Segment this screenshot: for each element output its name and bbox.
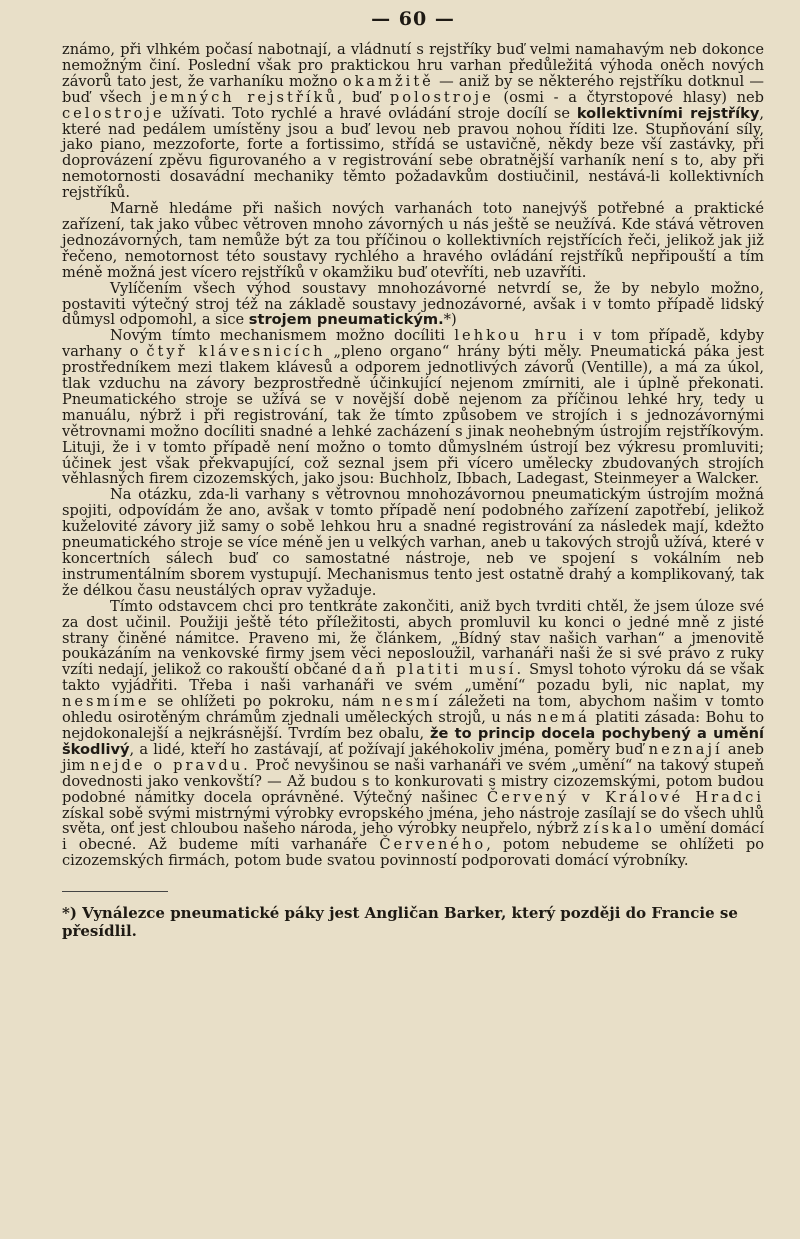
text-run: Proč nevyšinou se naši varhanáři ve svém „umění“ na takový stupeň dovednosti jako venkovští? — Až budou s to konkurovati s mistry cizozemskými, potom budou podobné námitky docela oprávněné. Výtečný našinec	[62, 756, 764, 806]
page-number: — 60 —	[371, 8, 455, 30]
text-run: získal sobě svými mistrnými výrobky evropského jména, jeho nástroje zasílají se do všech uhlů světa, onť jest chloubou našeho národa, jeho výrobky neupřelo, nýbrž	[62, 804, 764, 838]
text-run: , a lidé, kteří ho zastávají, ať požívají jakéhokoliv jména, poměry buď	[129, 740, 649, 758]
text-run: *)	[443, 311, 457, 329]
text-run: se ohlížeti po pokroku, nám	[149, 693, 382, 711]
paragraph-1	[62, 42, 764, 201]
bold-emphasis: kollektivními rejstříky	[576, 104, 760, 122]
spaced-emphasis: nesmí	[381, 693, 441, 711]
spaced-emphasis: polostroje	[389, 88, 494, 106]
spaced-emphasis: neznají	[648, 740, 723, 758]
paragraph-5	[62, 487, 764, 598]
text-run: — aniž by se některého rejstříku dotknul — buď všech	[62, 72, 765, 106]
text-run: Vylíčením všech výhod soustavy mnohozávorné netvrdí se, že by nebylo možno, postaviti výtečný stroj též na základě soustavy jednozávorné, avšak i v tomto případě lidský důmysl odpomohl, a sice	[62, 279, 764, 329]
text-run: , které nad pedálem umístěny jsou a buď levou neb pravou nohou říditi lze. Stupňování síly, jako piano, mezzoforte, forte a fortissimo, střídá se ustavičně, někdy beze vší zastávky, při doprovázení zpěvu figurovaného a v registrování sebe obratnější varhaník není s to, aby při nemotornosti dosavádní mechaniky těmto požadavkům dostiučinil, nestává-li kollektivních rejstříků.	[62, 104, 764, 202]
text-run: , buď	[337, 88, 390, 106]
spaced-emphasis: jemných rejstříků	[151, 88, 338, 106]
text-run: Smysl tohoto výroku dá se však takto vyjádřiti. Třeba i naši varhanáři ve svém „umění“ pozadu byli, nic naplat, my	[62, 661, 764, 695]
paragraph-4	[62, 328, 764, 487]
text-run: aneb jim	[62, 740, 764, 774]
spaced-emphasis: celostroje	[62, 104, 165, 122]
paragraph-3	[62, 281, 764, 329]
text-run: umění domácí i obecné. Až budeme míti varhanáře	[62, 820, 764, 854]
spaced-emphasis: nemá	[537, 709, 590, 727]
footnote: *) Vynálezce pneumatické páky jest Angličan Barker, který později do Francie se přesídlil.	[62, 904, 738, 941]
text-run: platiti zásada: Bohu to nejdokonalejší a nejkrásnější. Tvrdím bez obalu,	[62, 709, 764, 742]
text-run: záležeti na tom, abychom našim v tomto ohledu osirotěným chrámům zjednali uměleckých strojů, u nás	[62, 693, 764, 727]
spaced-emphasis: Červený v Králové Hradci	[487, 788, 764, 806]
spaced-emphasis: lehkou hru	[454, 327, 570, 345]
footnote-divider	[62, 891, 168, 892]
text-run: i v tom případě, kdyby varhany o	[62, 327, 764, 361]
text-run: Marně hledáme při našich nových varhanách toto nanejvýš potřebné a praktické zařízení, tak jako vůbec větroven mnoho závorných u nás ještě se neužívá. Kde stává větroven jednozávorných, tam nemůže být za tou příčinou o kollektivních rejstřících řeči, jelikož jak již řečeno, nemotornost této soustavy rychlého a hravého ovládání rejstříků nepřipouští a tím méně možná jest vícero rejstříků v okamžiku buď otevříti, neb uzavříti.	[62, 200, 764, 281]
bold-emphasis: že to princip docela pochybený a umění škodlivý	[62, 724, 764, 758]
text-run: Novým tímto mechanismem možno docíliti	[110, 327, 455, 345]
spaced-emphasis: Červeného	[379, 836, 487, 854]
spaced-emphasis: získalo	[583, 820, 655, 838]
text-run: (osmi - a čtyrstopové hlasy) neb	[493, 88, 765, 106]
spaced-emphasis: okamžitě	[342, 72, 434, 90]
bold-emphasis: strojem pneumatickým.	[248, 311, 444, 329]
text-run: známo, při vlhkém počasí nabotnají, a vládnutí s rejstříky buď velmi namahavým neb dokonce nemožným činí. Poslední však pro praktickou hru varhan předůležitá výhoda oněch nových závorů tato jest, že varhaníku možno	[62, 41, 764, 90]
text-run: „pleno organo“ hrány býti měly. Pneumatická páka jest prostředníkem mezi tlakem klávesů a odporem jednotlivých závorů (Ventille), a má za úkol, tlak vzduchu na závory bezprostředně účinkující nejenom zmírniti, ale i úplně překonati. Pneumatického stroje se užívá se v novější době nejenom za příčinou lehké hry, tedy u manuálu, nýbrž i při registrování, tak že tímto způsobem ve strojích i s jednozávornými větrovnami možno docíliti snadné a lehké zacházení s jinak neohebným ústrojím rejstříkovým. Lituji, že i v tomto případě není možno o tomto důmyslném ústrojí bez výkresu promluviti; účinek jest však překvapující, což seznal jsem při vícero umělecky zbudovaných strojích věhlasných firem cizozemských, jako jsou: Buchholz, Ibbach, Ladegast, Steinmeyer a Walcker.	[62, 343, 764, 488]
body-text	[62, 42, 764, 869]
text-run: užívati. Toto rychlé a hravé ovládání stroje docílí se	[164, 104, 577, 122]
spaced-emphasis: čtyř klávesnicích	[146, 343, 326, 361]
text-run: , potom nebudeme se ohlížeti po cizozemských firmách, potom bude svatou povinností podporovati domácí výrobníky.	[62, 836, 765, 870]
paragraph-2	[62, 201, 764, 281]
spaced-emphasis: nesmíme	[62, 693, 150, 711]
text-run: Na otázku, zda-li varhany s větrovnou mnohozávornou pneumatickým ústrojím možná spojiti, odpovídám že ano, avšak v tomto případě není podobného zařízení zapotřebí, jelikož kuželovité závory již samy o sobě lehkou hru a snadné registrování za následek mají, kdežto pneumatického stroje se více méně jen u velkých varhan, aneb u takových strojů užívá, které v koncertních sálech buď co samostatné nástroje, neb ve spojení s vokálním neb instrumentálním sborem vystupují. Mechanismus tento jest ostatně drahý a komplikovaný, tak že délkou času neustálých oprav vyžaduje.	[62, 486, 764, 599]
spaced-emphasis: nejde o pravdu.	[89, 756, 251, 774]
spaced-emphasis: daň platiti musí.	[351, 661, 525, 679]
text-run: Tímto odstavcem chci pro tentkráte zakončiti, aniž bych tvrditi chtěl, že jsem úloze své za dost učinil. Použiji ještě této příležitosti, abych promluvil ku konci o jedné mně z jisté strany činěné námitce. Praveno mi, že článkem, „Bídný stav našich varhan“ a jmenovitě poukázáním na venkovské firmy jsem věci neposloužil, varhanáři naši že si své právo z ruky vzíti nedají, jelikož co rakouští občané	[62, 597, 764, 679]
paragraph-6	[62, 599, 764, 869]
